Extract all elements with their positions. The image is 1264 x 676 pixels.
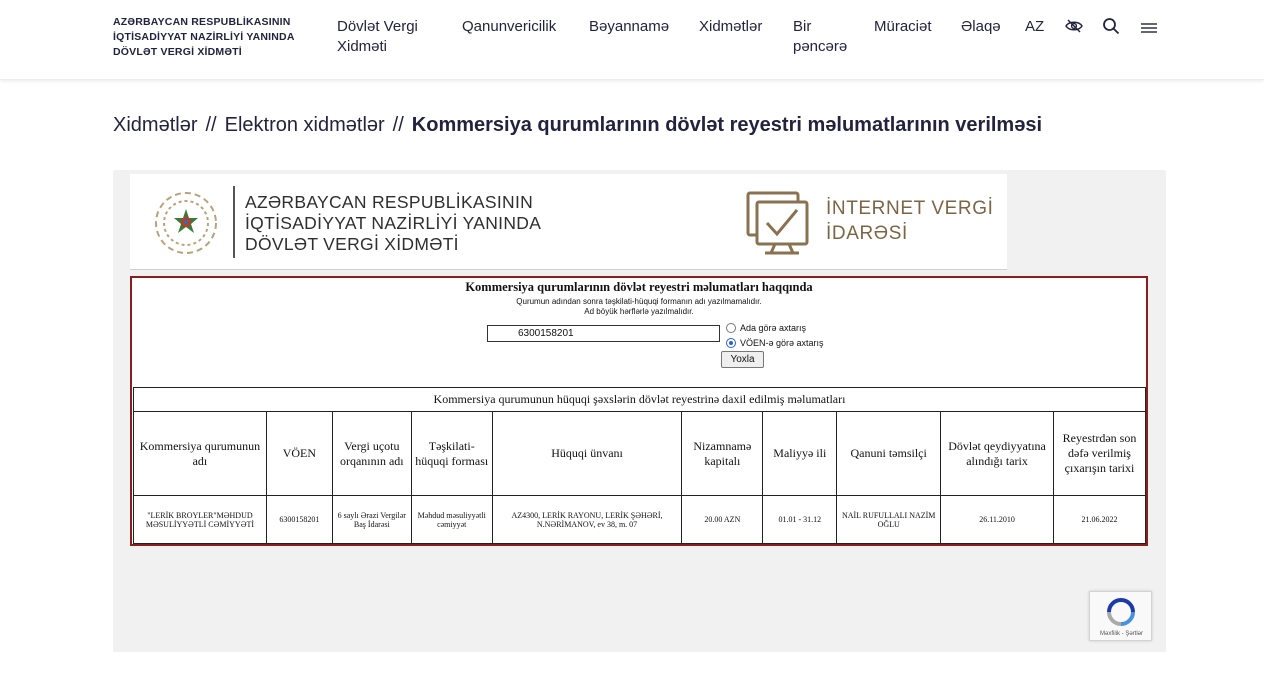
computer-check-icon [745,190,811,256]
table-cell: AZ4300, LERİK RAYONU, LERİK ŞƏHƏRİ, N.NƏRİMANOV, ev 38, m. 07 [492,496,682,544]
banner-title [245,192,541,255]
banner-title-line: AZƏRBAYCAN RESPUBLİKASININ [245,192,534,212]
check-button[interactable]: Yoxla [721,351,764,368]
radio-label: Ada görə axtarış [740,323,807,333]
emblem-icon [148,187,224,259]
column-header: VÖEN [266,412,332,496]
form-note: Ad böyük hərflərlə yazılmalıdır. [584,307,694,316]
table-cell: "LERİK BROYLER"MƏHDUD MƏSULİYYƏTLİ CƏMİYYƏTİ [134,496,267,544]
radio-button[interactable] [726,323,736,333]
breadcrumb-elektron-xidmetler[interactable]: Elektron xidmətlər [224,114,385,136]
banner-right-line: İNTERNET VERGİ [826,198,994,219]
column-header: Dövlət qeydiyyatına alındığı tarix [941,412,1054,496]
banner-right-line: İDARƏSİ [826,223,908,244]
column-header: Kommersiya qurumunun adı [134,412,267,496]
table-row [134,496,1146,544]
site-header [0,0,1264,80]
column-header: Maliyyə ili [763,412,837,496]
form-note: Qurumun adından sonra təşkilati-hüquqi formanın adı yazılmamalıdır. [516,297,762,306]
org-name[interactable] [113,15,318,60]
table-cell: 26.11.2010 [941,496,1054,544]
column-header: Nizamnamə kapitalı [682,412,763,496]
recaptcha-badge[interactable] [1089,591,1152,641]
column-header: Qanuni təmsilçi [837,412,941,496]
org-name-line: DÖVLƏT VERGİ XİDMƏTİ [113,46,242,58]
breadcrumb [113,112,1042,138]
voen-input[interactable]: 6300158201 [487,325,720,342]
banner-title-line: DÖVLƏT VERGİ XİDMƏTİ [245,234,459,254]
service-banner [130,174,1007,270]
form-title: Kommersiya qurumlarının dövlət reyestri məlumatları haqqında [465,280,813,294]
org-name-line: İQTİSADİYYAT NAZİRLİYİ YANINDA [113,31,295,43]
search-icon[interactable] [1101,16,1121,36]
table-caption: Kommersiya qurumunun hüquqi şəxslərin dövlət reyestrinə daxil edilmiş məlumatları [134,388,1146,412]
table-cell: 21.06.2022 [1054,496,1146,544]
table-cell: 6 saylı Ərazi Vergilər Baş İdarəsi [332,496,411,544]
nav-muraciet[interactable]: Müraciət [874,18,932,35]
nav-elaqe[interactable]: Əlaqə [961,18,1001,35]
recaptcha-label[interactable]: Məxfilik - Şərtlər [1099,631,1143,637]
radio-search-by-name[interactable] [726,322,806,334]
results-table [133,387,1146,544]
recaptcha-icon [1105,596,1137,628]
banner-title-line: İQTİSADİYYAT NAZİRLİYİ YANINDA [245,213,542,233]
eye-slash-icon[interactable] [1064,16,1084,36]
radio-label: VÖEN-ə görə axtarış [740,338,824,348]
nav-bir-pencere[interactable]: Bir pəncərə [793,18,848,55]
column-header: Vergi uçotu orqanının adı [332,412,411,496]
nav-beyanname[interactable]: Bəyannamə [589,18,670,35]
banner-divider [233,186,235,258]
banner-right-title [826,196,993,246]
table-cell: 6300158201 [266,496,332,544]
column-header: Təşkilati-hüquqi forması [411,412,492,496]
org-name-line: AZƏRBAYCAN RESPUBLİKASININ [113,16,291,28]
nav-xidmetler[interactable]: Xidmətlər [699,18,763,35]
column-header: Reyestrdən son dəfə verilmiş çıxarışın tarixi [1054,412,1146,496]
search-form [130,276,1148,546]
table-cell: 01.01 - 31.12 [763,496,837,544]
breadcrumb-separator: // [205,114,217,136]
radio-button[interactable] [726,338,736,348]
table-cell: NAİL RUFULLALI NAZİM OĞLU [837,496,941,544]
table-cell: Məhdud məsuliyyətli cəmiyyət [411,496,492,544]
language-switch[interactable]: AZ [1025,18,1045,35]
page-title: Kommersiya qurumlarının dövlət reyestri məlumatlarının verilməsi [411,114,1043,136]
breadcrumb-xidmetler[interactable]: Xidmətlər [113,114,198,136]
nav-dvx[interactable]: Dövlət Vergi Xidməti [337,18,418,55]
table-cell: 20.00 AZN [682,496,763,544]
nav-qanunvericilik[interactable]: Qanunvericilik [462,18,557,35]
menu-icon[interactable] [1139,18,1159,38]
column-header: Hüquqi ünvanı [492,412,682,496]
breadcrumb-separator: // [392,114,404,136]
radio-search-by-voen[interactable] [726,337,824,349]
